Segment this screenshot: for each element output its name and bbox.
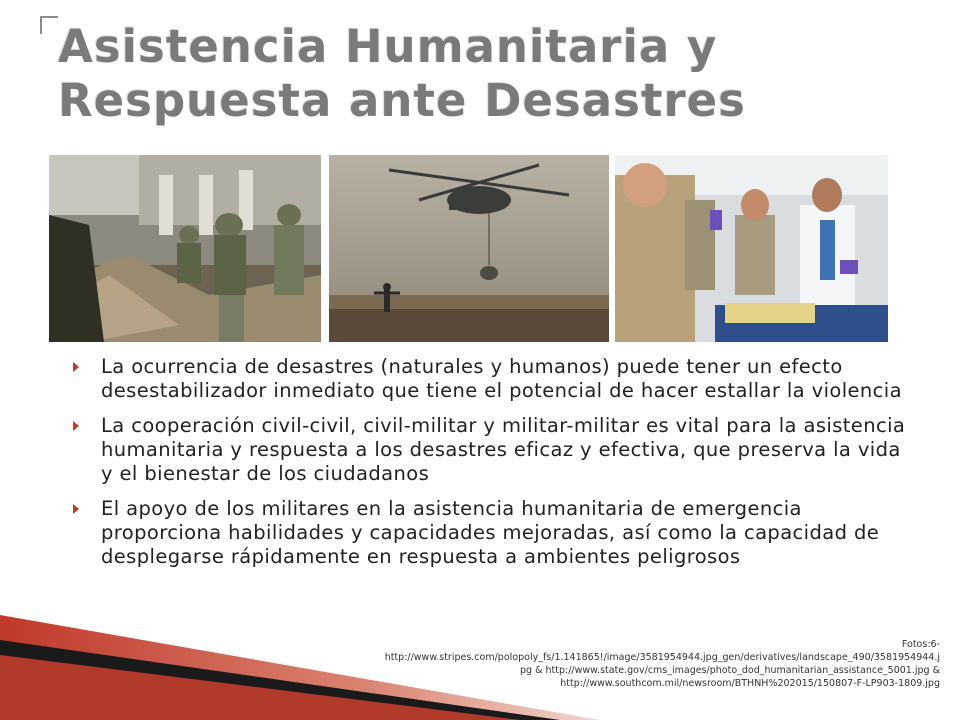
bullet-item — [73, 497, 913, 569]
title-line-1: Asistencia Humanitaria y — [58, 20, 718, 73]
credits-line: Fotos:6- — [901, 639, 940, 650]
credits-line: pg & http://www.state.gov/cms_images/photo_dod_humanitarian_assistance_5001.jpg & — [520, 665, 940, 676]
photo-helicopter — [329, 155, 609, 342]
bullet-item — [73, 355, 913, 403]
bullet-item — [73, 414, 913, 486]
decorative-wedge — [0, 610, 600, 720]
photo-soldiers-debris — [49, 155, 321, 342]
credits-line: http://www.southcom.mil/newsroom/BTHNH%202015/150807-F-LP903-1809.jpg — [560, 678, 940, 689]
title-line-2: Respuesta ante Desastres — [58, 74, 746, 127]
arrow-bullet-icon — [73, 504, 79, 514]
bullet-text: El apoyo de los militares en la asistencia humanitaria de emergencia proporciona habilidades y capacidades mejoradas, así como la capacidad de desplegarse rápidamente en respuesta a ambientes peligrosos — [101, 497, 880, 568]
bullet-list — [73, 355, 913, 580]
arrow-bullet-icon — [73, 421, 79, 431]
credits-line: http://www.stripes.com/polopoly_fs/1.141865!/image/3581954944.jpg_gen/derivatives/landscape_490/3581954944.j — [384, 652, 940, 663]
corner-bracket — [40, 16, 58, 34]
bullet-text: La cooperación civil-civil, civil-militar y militar-militar es vital para la asistencia humanitaria y respuesta a los desastres eficaz y efectiva, que preserva la vida y el bienestar de los ciudadanos — [101, 414, 906, 485]
slide-title — [58, 20, 938, 128]
arrow-bullet-icon — [73, 362, 79, 372]
photo-medics — [615, 155, 888, 342]
bullet-text: La ocurrencia de desastres (naturales y humanos) puede tener un efecto desestabilizador inmediato que tiene el potencial de hacer estallar la violencia — [101, 355, 902, 402]
